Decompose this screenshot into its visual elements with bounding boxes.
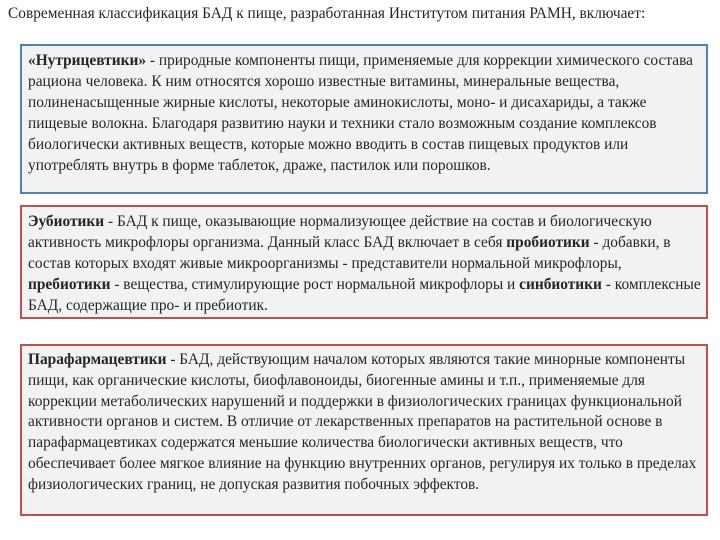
- prebiotics-term: пребиотики: [28, 276, 111, 293]
- eubiotics-box: [20, 205, 708, 319]
- eubiotics-paragraph: [28, 211, 702, 316]
- eubiotics-term: Эубиотики: [28, 213, 105, 230]
- nutraceuticals-term: «Нутрицевтики»: [28, 52, 147, 69]
- synbiotics-term: синбиотики: [519, 276, 602, 293]
- parapharmaceuticals-box: [20, 344, 708, 516]
- eubiotics-description-4: - комплексные БАД, содержащие про- и пребиотик.: [28, 276, 701, 314]
- intro-text: Современная классификация БАД к пище, разработанная Институтом питания РАМН, включает:: [8, 5, 646, 22]
- probiotics-term: пробиотики: [506, 234, 590, 251]
- parapharmaceuticals-term: Парафармацевтики: [28, 351, 167, 368]
- eubiotics-description-3: - вещества, стимулирующие рост нормальной микрофлоры и: [110, 276, 520, 293]
- parapharmaceuticals-description: - БАД, действующим началом которых являются такие минорные компоненты пищи, как органические кислоты, биофлавоноиды, биогенные амины и т.п., применяемые для коррекции метаболических нарушений и поддержки в физиологических границах функциональной активности органов и систем. В отличие от лекарственных препаратов на растительной основе в парафармацевтиках содержатся меньшие количества биологически активных веществ, что обеспечивает более мягкое влияние на функцию внутренних органов, регулируя их только в пределах физиологических границ, не допуская развития побочных эффектов.: [28, 351, 697, 493]
- nutraceuticals-description: - природные компоненты пищи, применяемые для коррекции химического состава рациона человека. К ним относятся хорошо известные витамины, минеральные вещества, полиненасыщенные жирные кислоты, некоторые аминокислоты, моно- и дисахариды, а также пищевые волокна. Благодаря развитию науки и техники стало возможным создание комплексов биологически активных веществ, которые можно вводить в состав пищевых продуктов или употреблять внутрь в форме таблеток, драже, пастилок или порошков.: [28, 52, 693, 174]
- eubiotics-description-1: - БАД к пище, оказывающие нормализующее действие на состав и биологическую активность микрофлоры организма. Данный класс БАД включает в себя: [28, 213, 652, 251]
- nutraceuticals-box: [20, 44, 708, 194]
- parapharmaceuticals-paragraph: [28, 350, 702, 496]
- eubiotics-description-2: - добавки, в состав которых входят живые микроорганизмы - представители нормальной микрофлоры,: [28, 234, 671, 272]
- nutraceuticals-paragraph: [28, 50, 702, 176]
